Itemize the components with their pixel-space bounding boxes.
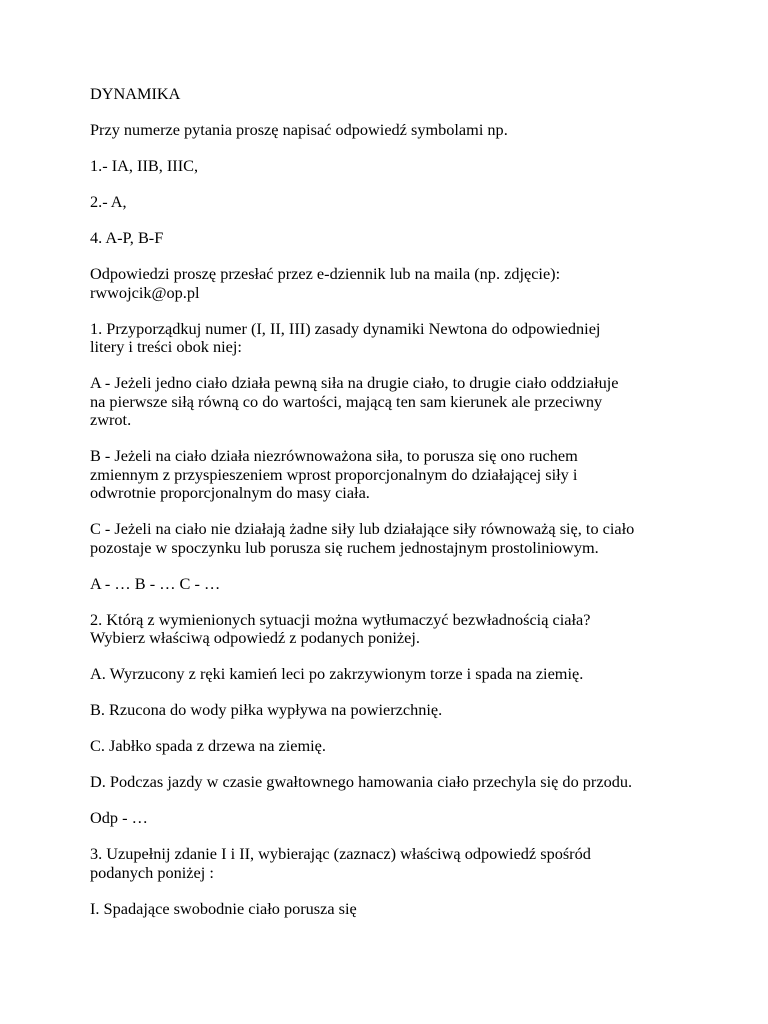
question-2-line: Wybierz właściwą odpowiedź z podanych poniżej.	[90, 628, 420, 647]
question-3-line: 3. Uzupełnij zdanie I i II, wybierając (zaznacz) właściwą odpowiedź spośród	[90, 844, 591, 863]
option-line: na pierwsze siłą równą co do wartości, mającą ten sam kierunek ale przeciwny	[90, 391, 603, 411]
instruction-paragraph	[90, 121, 730, 140]
title-text: DYNAMIKA	[90, 84, 181, 103]
question-3-sentence-i	[90, 900, 730, 919]
sentence-line: I. Spadające swobodnie ciało porusza się	[90, 898, 357, 918]
answer-line: A - … B - … C - …	[90, 573, 221, 593]
question-1-option-c	[90, 520, 730, 557]
submission-paragraph	[90, 265, 730, 302]
option-line: odwrotnie proporcjonalnym do masy ciała.	[90, 483, 370, 502]
question-3-prompt	[90, 845, 730, 882]
question-1-answer	[90, 575, 730, 594]
question-1-option-b	[90, 447, 730, 503]
option-line: B - Jeżeli na ciało działa niezrównoważona siła, to porusza się ono ruchem	[90, 446, 578, 465]
question-3-line: podanych poniżej :	[90, 862, 214, 882]
example-2	[90, 193, 730, 212]
option-line: C - Jeżeli na ciało nie działają żadne siły lub działające siły równoważą się, to ciało	[90, 519, 635, 538]
example-3	[90, 229, 730, 248]
example-1	[90, 157, 730, 176]
option-line: pozostaje w spoczynku lub porusza się ruchem jednostajnym prostoliniowym.	[90, 537, 599, 557]
question-2-option-a	[90, 665, 730, 684]
question-1-line: 1. Przyporządkuj numer (I, II, III) zasady dynamiki Newtona do odpowiedniej	[90, 318, 601, 338]
question-2-line: 2. Którą z wymienionych sytuacji można wytłumaczyć bezwładnością ciała?	[90, 609, 591, 629]
option-line: D. Podczas jazdy w czasie gwałtownego hamowania ciało przechyla się do przodu.	[90, 772, 633, 791]
option-line: B. Rzucona do wody piłka wypływa na powierzchnię.	[90, 700, 443, 719]
submission-text: Odpowiedzi proszę przesłać przez e-dziennik lub na maila (np. zdjęcie):	[90, 264, 561, 283]
instruction-text: Przy numerze pytania proszę napisać odpowiedź symbolami np.	[90, 120, 508, 139]
question-2-answer	[90, 809, 730, 828]
question-1-line: litery i treści obok niej:	[90, 337, 242, 356]
question-2-option-d	[90, 773, 730, 792]
option-line: zwrot.	[90, 410, 132, 429]
option-line: C. Jabłko spada z drzewa na ziemię.	[90, 736, 326, 755]
example-text: 1.- IA, IIB, IIIC,	[90, 156, 199, 175]
question-2-option-b	[90, 701, 730, 720]
option-line: A - Jeżeli jedno ciało działa pewną siła na drugie ciało, to drugie ciało oddziałuje	[90, 373, 619, 392]
question-1-option-a	[90, 374, 730, 430]
answer-line: Odp - …	[90, 808, 148, 827]
document-page	[90, 85, 730, 936]
question-2-prompt	[90, 611, 730, 648]
email-address: rwwojcik@op.pl	[90, 282, 200, 302]
example-text: 2.- A,	[90, 192, 127, 211]
question-1-prompt	[90, 320, 730, 357]
option-line: zmiennym z przyspieszeniem wprost proporcjonalnym do działającej siły i	[90, 464, 578, 484]
document-title	[90, 85, 730, 104]
option-line: A. Wyrzucony z ręki kamień leci po zakrzywionym torze i spada na ziemię.	[90, 664, 584, 683]
example-text: 4. A-P, B-F	[90, 228, 164, 247]
question-2-option-c	[90, 737, 730, 756]
